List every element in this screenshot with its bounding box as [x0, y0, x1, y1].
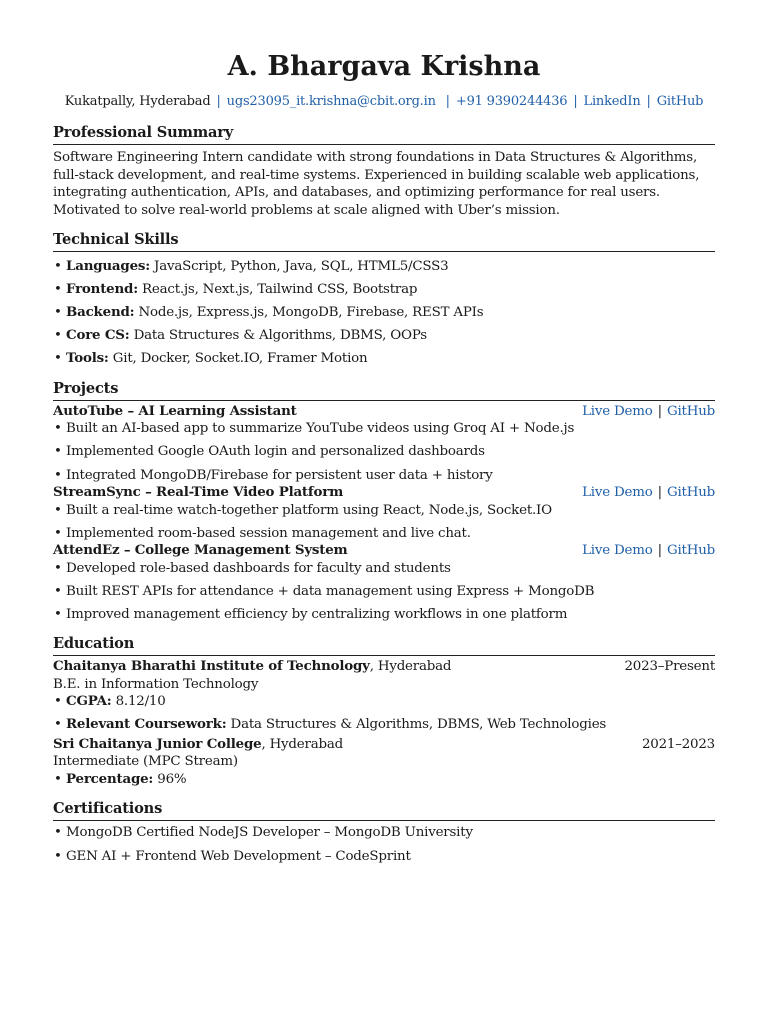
summary-text: Software Engineering Intern candidate with strong foundations in Data Structures & Algorithms, full-stack development, and real-time systems. Experienced in building scalable web applications, integrating authentication, APIs, and databases, and optimizing performance for real users. Motivated to solve real-world problems at scale aligned with Uber’s mission.: [53, 150, 700, 218]
location-text: Kukatpally, Hyderabad: [64, 94, 211, 109]
candidate-name: A. Bhargava Krishna: [227, 51, 541, 82]
list-item: • Improved management efficiency by centralizing workflows in one platform: [53, 606, 715, 624]
project-bullets: [53, 502, 715, 543]
list-item: • Core CS: Data Structures & Algorithms, DBMS, OOPs: [53, 327, 715, 345]
project-header: [53, 403, 715, 421]
project-title: AttendEz – College Management System: [53, 542, 348, 559]
github-link[interactable]: GitHub: [656, 94, 704, 109]
list-item: • GEN AI + Frontend Web Development – CodeSprint: [53, 848, 715, 866]
resume-page: [53, 0, 715, 865]
section-title-summary: Professional Summary: [53, 123, 715, 145]
linkedin-link[interactable]: LinkedIn: [583, 94, 641, 109]
section-title-projects: Projects: [53, 379, 715, 401]
list-item: • CGPA: 8.12/10: [53, 693, 715, 711]
section-title-skills: Technical Skills: [53, 230, 715, 252]
education-dates: 2021–2023: [641, 736, 715, 752]
list-item: • Frontend: React.js, Next.js, Tailwind CSS, Bootstrap: [53, 281, 715, 299]
education-bullets: [53, 771, 715, 789]
live-demo-link[interactable]: Live Demo: [582, 543, 653, 559]
list-item: • Tools: Git, Docker, Socket.IO, Framer Motion: [53, 350, 715, 368]
list-item: • Built REST APIs for attendance + data management using Express + MongoDB: [53, 583, 715, 601]
education-header: [53, 736, 715, 754]
list-item: • Backend: Node.js, Express.js, MongoDB, Firebase, REST APIs: [53, 304, 715, 322]
project-title: AutoTube – AI Learning Assistant: [53, 402, 297, 419]
list-item: • Built a real-time watch-together platform using React, Node.js, Socket.IO: [53, 502, 715, 520]
section-title-certifications: Certifications: [53, 799, 715, 821]
list-item: • Built an AI-based app to summarize YouTube videos using Groq AI + Node.js: [53, 420, 715, 438]
list-item: • Integrated MongoDB/Firebase for persistent user data + history: [53, 467, 715, 485]
list-item: • Relevant Coursework: Data Structures & Algorithms, DBMS, Web Technologies: [53, 716, 715, 734]
list-item: • Percentage: 96%: [53, 771, 715, 789]
school-name: Sri Chaitanya Junior College, Hyderabad: [53, 735, 344, 752]
list-item: • Implemented room-based session management and live chat.: [53, 525, 715, 543]
contact-line: Kukatpally, Hyderabad | ugs23095_it.krishna@cbit.org.in | +91 9390244436 | LinkedIn | GitHub: [64, 94, 704, 109]
education-bullets: [53, 693, 715, 734]
project-bullets: [53, 560, 715, 624]
list-item: • Implemented Google OAuth login and personalized dashboards: [53, 443, 715, 461]
list-item: • Languages: JavaScript, Python, Java, SQL, HTML5/CSS3: [53, 258, 715, 276]
github-link[interactable]: GitHub: [666, 485, 715, 501]
project-bullets: [53, 420, 715, 484]
list-item: • MongoDB Certified NodeJS Developer – MongoDB University: [53, 824, 715, 842]
live-demo-link[interactable]: Live Demo: [582, 485, 653, 501]
project-header: [53, 484, 715, 502]
certifications-list: [53, 824, 715, 865]
project-header: [53, 542, 715, 560]
degree-text: Intermediate (MPC Stream): [53, 754, 238, 770]
section-title-education: Education: [53, 634, 715, 656]
phone-link[interactable]: +91 9390244436: [455, 94, 568, 109]
projects-list: [53, 403, 715, 623]
project-links: Live Demo | GitHub: [582, 485, 715, 501]
degree-text: B.E. in Information Technology: [53, 676, 259, 692]
github-link[interactable]: GitHub: [666, 403, 715, 419]
github-link[interactable]: GitHub: [666, 543, 715, 559]
list-item: • Developed role-based dashboards for faculty and students: [53, 560, 715, 578]
project-title: StreamSync – Real-Time Video Platform: [53, 484, 344, 501]
education-list: [53, 658, 715, 788]
project-links: Live Demo | GitHub: [582, 403, 715, 419]
skills-list: [53, 258, 715, 368]
school-name: Chaitanya Bharathi Institute of Technology, Hyderabad: [53, 658, 452, 675]
project-links: Live Demo | GitHub: [582, 543, 715, 559]
education-header: [53, 658, 715, 676]
email-link[interactable]: ugs23095_it.krishna@cbit.org.in: [226, 94, 436, 109]
live-demo-link[interactable]: Live Demo: [582, 403, 653, 419]
education-dates: 2023–Present: [624, 659, 715, 675]
